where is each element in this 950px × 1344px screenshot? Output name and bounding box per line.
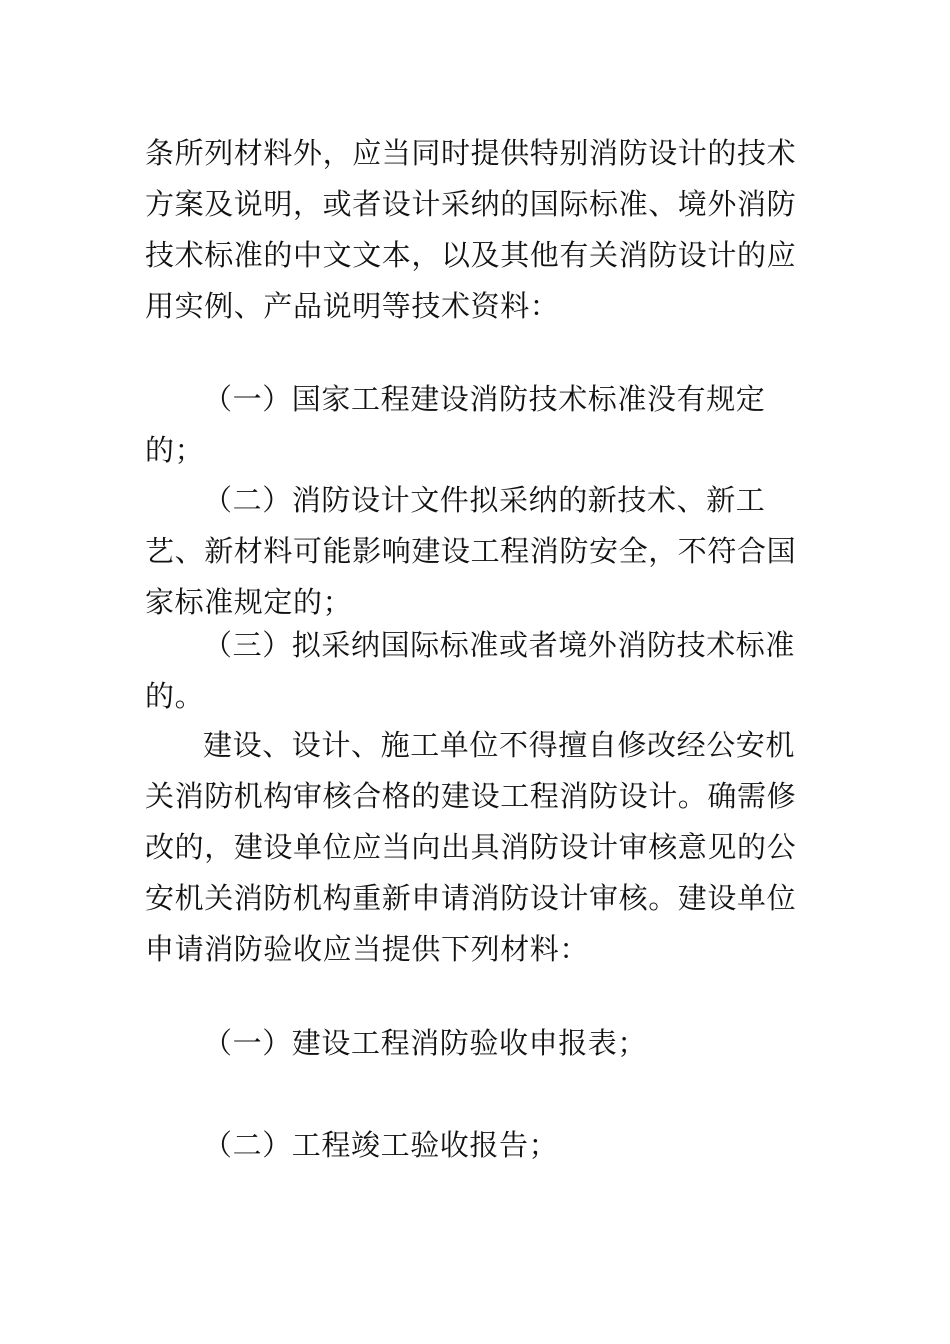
paragraph-technical-materials: 条所列材料外，应当同时提供特别消防设计的技术方案及说明，或者设计采纳的国际标准、境外消防技术标准的中文文本，以及其他有关消防设计的应用实例、产品说明等技术资料：: [145, 136, 797, 323]
list-item-acceptance-form: （一）建设工程消防验收申报表；: [203, 1026, 648, 1060]
list-item-completion-report: （二）工程竣工验收报告；: [203, 1128, 559, 1162]
list-item-international-standard: （三）拟采纳国际标准或者境外消防技术标准的。: [145, 628, 796, 713]
list-item-new-technology: （二）消防设计文件拟采纳的新技术、新工艺、新材料可能影响建设工程消防安全，不符合国家标准规定的；: [145, 483, 797, 619]
list-item-no-standard: （一）国家工程建设消防技术标准没有规定的；: [145, 382, 766, 467]
paragraph-design-modification: 建设、设计、施工单位不得擅自修改经公安机关消防机构审核合格的建设工程消防设计。确需修改的，建设单位应当向出具消防设计审核意见的公安机关消防机构重新申请消防设计审核。建设单位申请消防验收应当提供下列材料：: [145, 728, 797, 966]
